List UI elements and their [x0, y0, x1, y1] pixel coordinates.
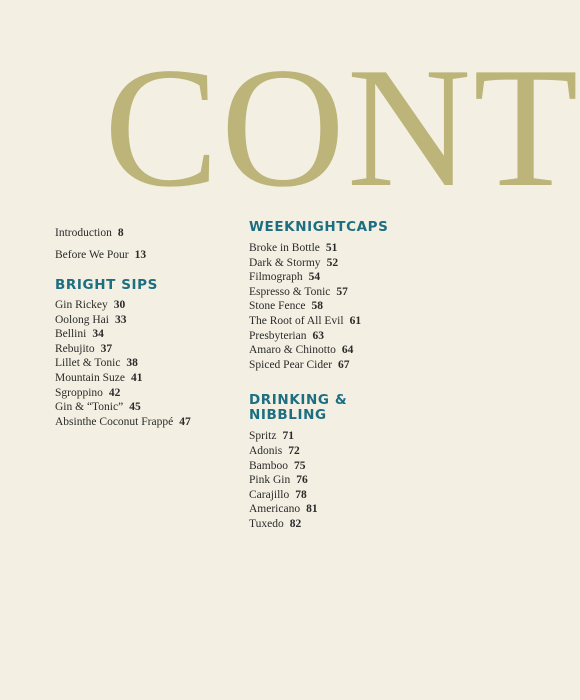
toc-entry[interactable] [249, 314, 469, 329]
toc-entry[interactable] [249, 285, 469, 300]
entry-title: Sgroppino [55, 386, 103, 399]
entry-title: Oolong Hai [55, 313, 109, 326]
toc-entry[interactable] [55, 356, 235, 371]
entry-page: 67 [338, 358, 350, 371]
entry-title: Espresso & Tonic [249, 285, 331, 298]
toc-entry[interactable] [55, 400, 235, 415]
toc-entry[interactable] [55, 313, 235, 328]
toc-entry[interactable] [249, 358, 469, 373]
entry-title: Bellini [55, 328, 87, 341]
toc-entry[interactable] [249, 488, 469, 503]
entry-page: 75 [293, 459, 306, 472]
entry-title: Introduction [55, 227, 112, 239]
toc-entry[interactable] [55, 298, 235, 313]
section-list-drinking-nibbling [249, 429, 469, 531]
entry-page: 72 [288, 444, 300, 457]
entry-title: Gin & “Tonic” [55, 401, 124, 414]
toc-entry[interactable] [55, 342, 235, 357]
entry-title: Stone Fence [249, 300, 306, 313]
section-heading-weeknightcaps: WEEKNIGHTCAPS [249, 219, 389, 235]
toc-entry[interactable] [249, 241, 469, 256]
entry-title: Spritz [249, 430, 277, 443]
entry-title: Adonis [249, 444, 283, 457]
entry-page: 76 [296, 474, 308, 487]
toc-entry-before-we-pour[interactable] [55, 244, 235, 266]
entry-page: 64 [341, 344, 354, 357]
entry-page: 71 [282, 430, 294, 443]
entry-title: Presbyterian [249, 329, 307, 342]
toc-entry[interactable] [249, 343, 469, 358]
toc-entry[interactable] [249, 270, 469, 285]
entry-title: Absinthe Coconut Frappé [55, 415, 174, 428]
toc-entry[interactable] [55, 386, 235, 401]
section-list-weeknightcaps [249, 241, 469, 372]
entry-title: Pink Gin [249, 474, 291, 487]
entry-title: Before We Pour [55, 249, 129, 261]
entry-page: 30 [113, 299, 126, 311]
entry-title: Lillet & Tonic [55, 357, 121, 370]
section-heading-bright-sips: BRIGHT SIPS [55, 277, 158, 293]
toc-entry[interactable] [249, 517, 469, 532]
entry-title: Amaro & Chinotto [249, 344, 336, 357]
entry-page: 45 [129, 401, 141, 414]
contents-left-column [55, 222, 235, 429]
entry-title: Gin Rickey [55, 299, 108, 311]
entry-page: 61 [349, 314, 362, 327]
entry-page: 52 [326, 256, 339, 269]
entry-page: 13 [134, 249, 147, 261]
entry-page: 54 [308, 271, 321, 284]
toc-entry[interactable] [249, 299, 469, 314]
entry-page: 47 [179, 415, 191, 428]
entry-page: 81 [306, 503, 318, 516]
toc-entry-introduction[interactable] [55, 222, 235, 244]
page-title: CONT [104, 33, 580, 223]
entry-page: 41 [130, 371, 143, 384]
toc-entry[interactable] [249, 256, 469, 271]
entry-title: Bamboo [249, 459, 288, 472]
entry-page: 38 [126, 357, 138, 370]
entry-title: Americano [249, 503, 301, 516]
toc-entry[interactable] [249, 502, 469, 517]
entry-page: 82 [289, 517, 302, 530]
toc-entry[interactable] [55, 371, 235, 386]
entry-title: Dark & Stormy [249, 256, 321, 269]
toc-entry[interactable] [55, 327, 235, 342]
toc-entry[interactable] [249, 429, 469, 444]
entry-title: Tuxedo [249, 517, 284, 530]
toc-entry[interactable] [249, 444, 469, 459]
entry-page: 42 [108, 386, 121, 399]
toc-entry[interactable] [55, 415, 235, 430]
entry-page: 51 [325, 242, 338, 254]
contents-right-column [249, 220, 469, 532]
toc-entry[interactable] [249, 459, 469, 474]
entry-title: The Root of All Evil [249, 314, 344, 327]
entry-page: 63 [312, 329, 324, 342]
section-list-bright-sips [55, 298, 235, 429]
entry-page: 78 [295, 488, 307, 501]
entry-title: Carajillo [249, 488, 290, 501]
entry-title: Rebujito [55, 342, 95, 355]
toc-entry[interactable] [249, 473, 469, 488]
entry-page: 33 [114, 313, 127, 326]
entry-title: Mountain Suze [55, 371, 125, 384]
entry-title: Filmograph [249, 271, 303, 284]
entry-page: 34 [92, 328, 104, 341]
toc-entry[interactable] [249, 329, 469, 344]
entry-page: 37 [100, 342, 113, 355]
entry-page: 58 [311, 300, 324, 313]
entry-title: Spiced Pear Cider [249, 358, 333, 371]
entry-title: Broke in Bottle [249, 242, 320, 254]
section-heading-drinking-nibbling: DRINKING & NIBBLING [249, 392, 348, 424]
entry-page: 57 [336, 285, 348, 298]
entry-page: 8 [117, 227, 124, 239]
